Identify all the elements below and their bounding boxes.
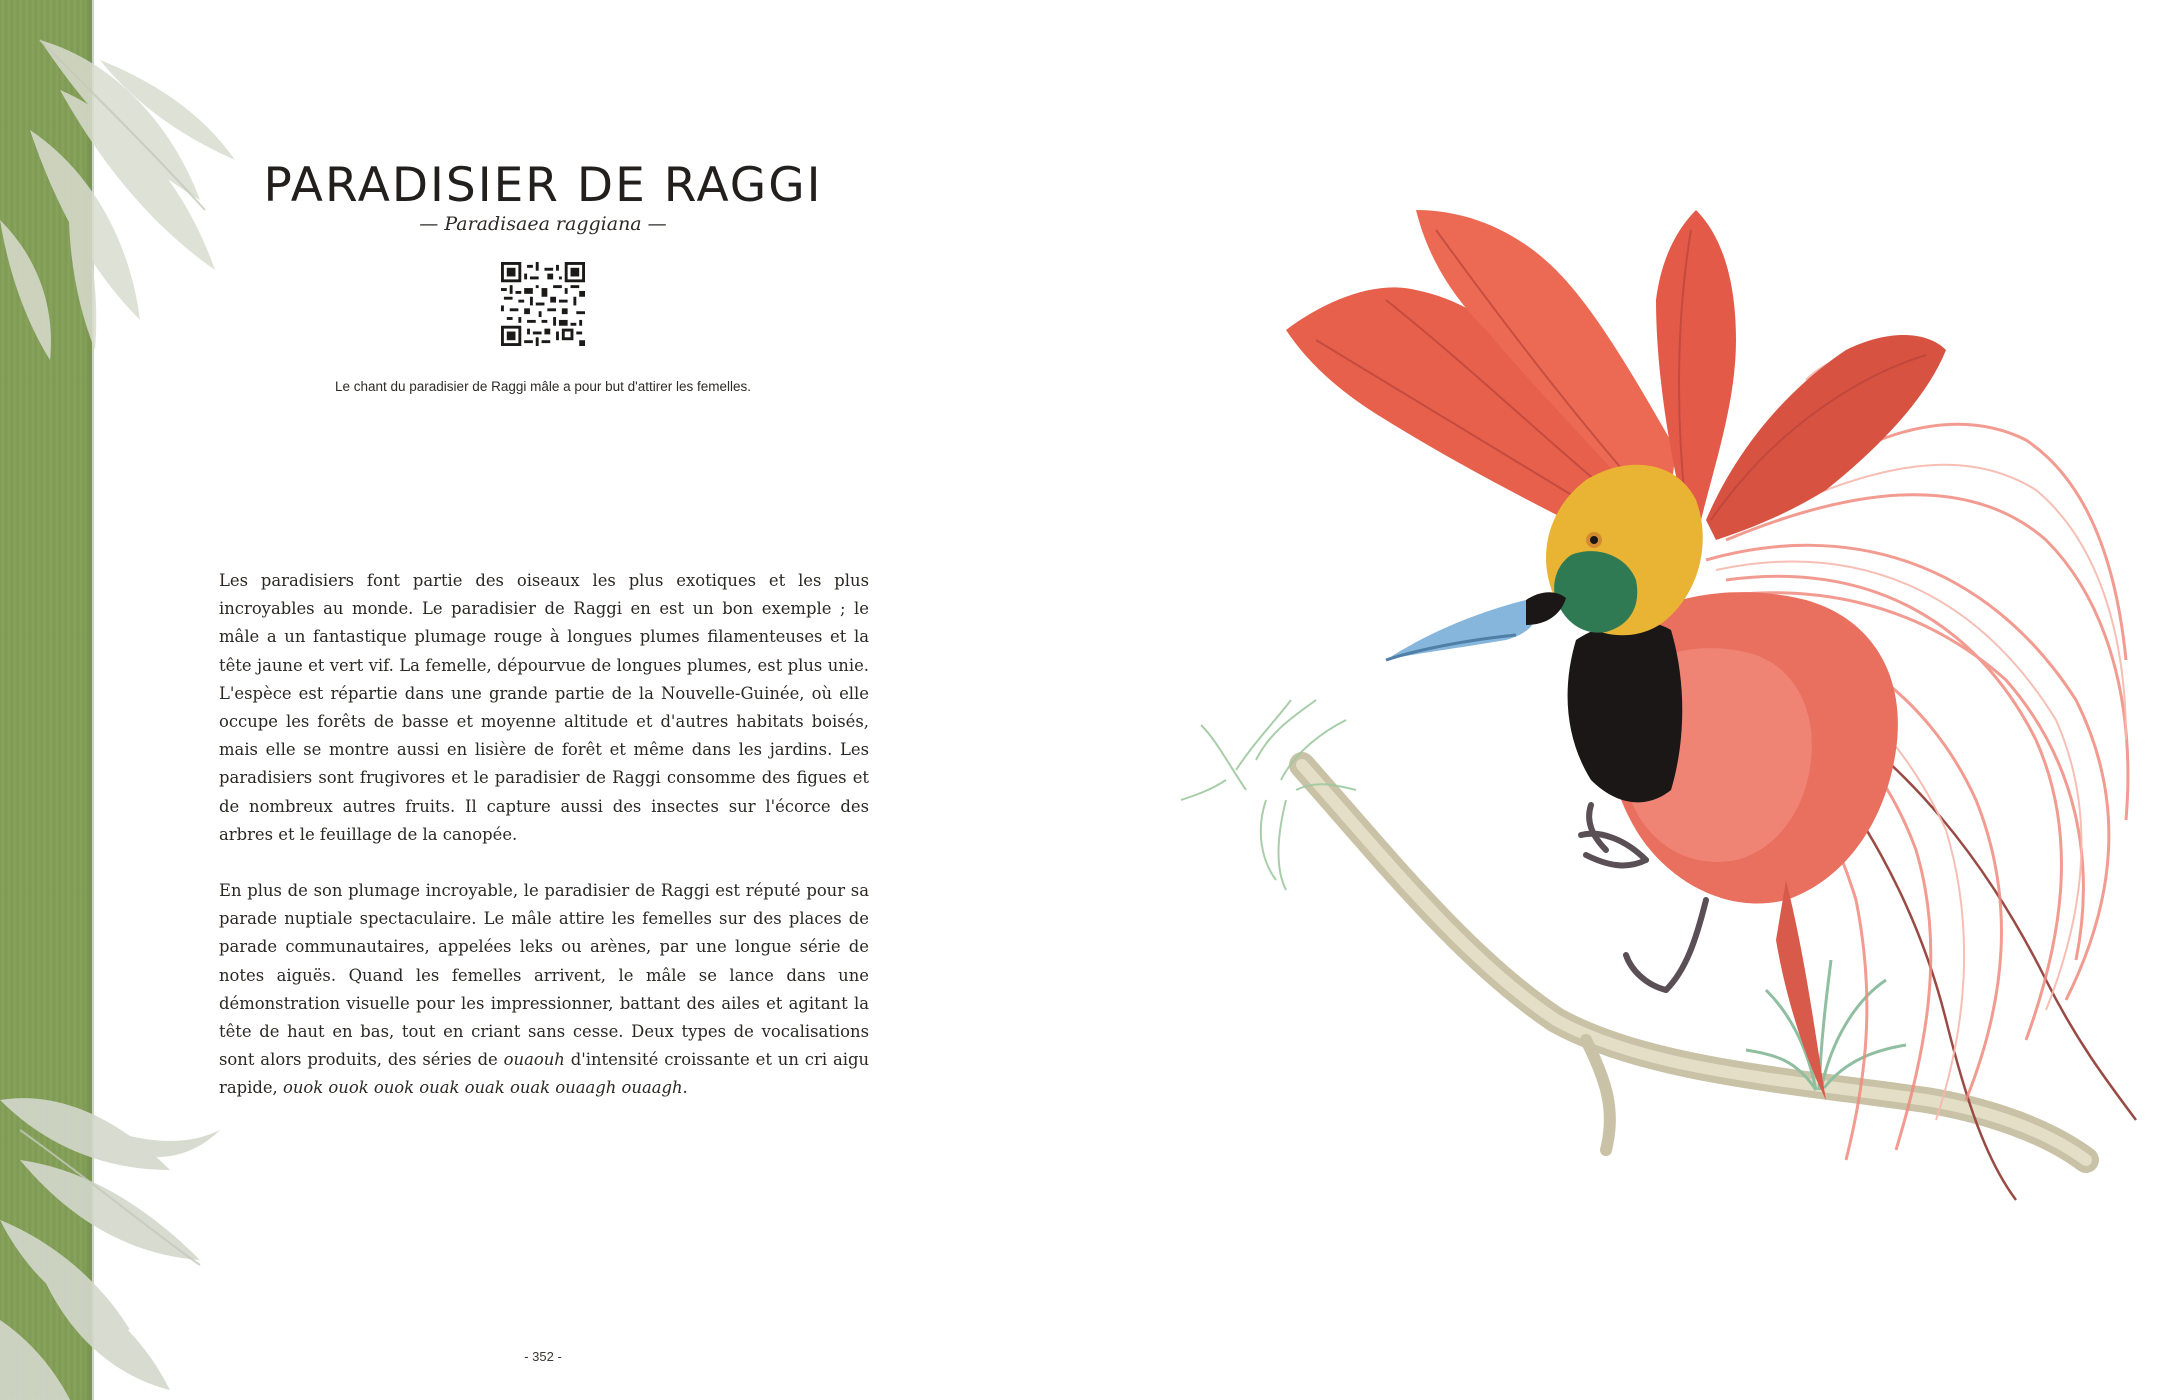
bird-of-paradise-illustration-icon xyxy=(1086,0,2173,1400)
body xyxy=(1568,592,1898,1100)
scientific-name: — Paradisaea raggiana — xyxy=(419,213,667,235)
right-page xyxy=(1086,0,2173,1400)
paragraph-2 xyxy=(219,877,869,1103)
paragraph-2-text-a: En plus de son plumage incroyable, le paradisier de Raggi est réputé pour sa parade nuptiale spectaculaire. Le mâle attire les femelles sur des places de parade communautaires, appelées leks ou arènes, par une longue série de notes aiguës. Quand les femelles arrivent, le mâle se lance dans une démonstration visuelle pour les impressionner, battant des ailes et agitant la tête de haut en bas, tout en criant sans cesse. Deux types de vocalisations sont alors produits, des séries de xyxy=(219,881,869,1070)
page-number: - 352 - xyxy=(524,1349,562,1364)
paragraph-1: Les paradisiers font partie des oiseaux les plus exotiques et les plus incroyables au monde. Le paradisier de Raggi en est un bon exemple ; le mâle a un fantastique plumage rouge à longues plumes filamenteuses et la tête jaune et vert vif. La femelle, dépourvue de longues plumes, est plus unie. L'espèce est répartie dans une grande partie de la Nouvelle-Guinée, où elle occupe les forêts de basse et moyenne altitude et d'autres habitats boisés, mais elle se montre aussi en lisière de forêt et même dans les jardins. Les paradisiers sont frugivores et le paradisier de Raggi consomme des figues et de nombreux autres fruits. Il capture aussi des insectes sur l'écorce des arbres et le feuillage de la canopée. xyxy=(219,571,869,844)
call-ouok: ouok ouok ouok ouak ouak ouak ouaagh ouaagh xyxy=(282,1078,683,1098)
paragraph-2-text-b: d'intensité croissante et un cri aigu rapide, xyxy=(219,1050,870,1098)
left-page xyxy=(0,0,1086,1400)
paragraph-2-end: . xyxy=(682,1078,688,1098)
page-title: PARADISIER DE RAGGI xyxy=(263,158,823,213)
body-text xyxy=(219,567,869,1131)
call-ouaouh: ouaouh xyxy=(503,1050,565,1070)
qr-caption: Le chant du paradisier de Raggi mâle a pour but d'attirer les femelles. xyxy=(334,379,752,394)
qr-code-icon[interactable] xyxy=(501,262,585,346)
